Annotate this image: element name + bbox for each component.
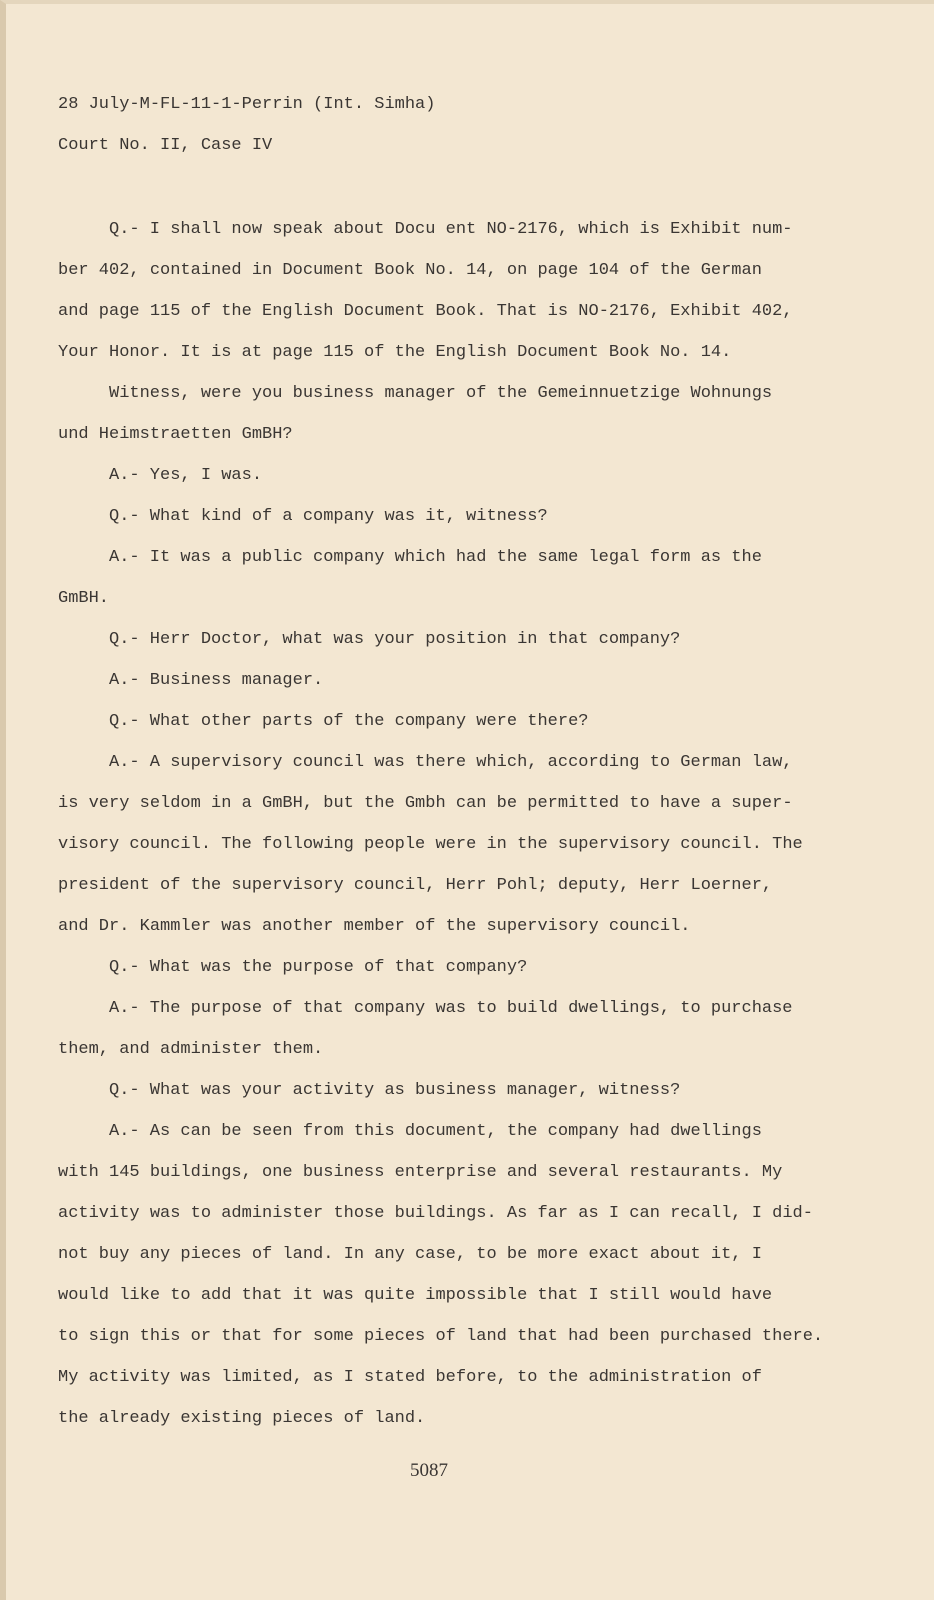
text-line: A.- It was a public company which had the same legal form as the <box>109 548 762 567</box>
text-line: Q.- What kind of a company was it, witness? <box>109 507 548 526</box>
text-line: would like to add that it was quite impossible that I still would have <box>58 1286 773 1305</box>
text-line: Q.- I shall now speak about Docu ent NO-2176, which is Exhibit num- <box>109 220 793 239</box>
text-line: GmBH. <box>58 589 110 608</box>
text-line: visory council. The following people were in the supervisory council. The <box>58 835 803 854</box>
text-line: A.- The purpose of that company was to build dwellings, to purchase <box>109 999 793 1018</box>
text-line: and page 115 of the English Document Book. That is NO-2176, Exhibit 402, <box>58 302 793 321</box>
text-line: Witness, were you business manager of the Gemeinnuetzige Wohnungs <box>109 384 773 403</box>
text-line: is very seldom in a GmBH, but the Gmbh can be permitted to have a super- <box>58 794 793 813</box>
text-line: Your Honor. It is at page 115 of the English Document Book No. 14. <box>58 343 732 362</box>
text-line: Q.- What was the purpose of that company? <box>109 958 528 977</box>
text-line: A.- As can be seen from this document, the company had dwellings <box>109 1122 762 1141</box>
text-line: activity was to administer those buildings. As far as I can recall, I did- <box>58 1204 813 1223</box>
text-line: with 145 buildings, one business enterprise and several restaurants. My <box>58 1163 783 1182</box>
text-line: Q.- What other parts of the company were there? <box>109 712 589 731</box>
text-line: president of the supervisory council, Herr Pohl; deputy, Herr Loerner, <box>58 876 773 895</box>
text-line: A.- Yes, I was. <box>109 466 263 485</box>
header-line-2: Court No. II, Case IV <box>58 136 273 155</box>
text-line: to sign this or that for some pieces of land that had been purchased there. <box>58 1327 824 1346</box>
text-line: and Dr. Kammler was another member of the supervisory council. <box>58 917 691 936</box>
text-line: them, and administer them. <box>58 1040 324 1059</box>
page-number: 5087 <box>410 1460 448 1481</box>
text-line: ber 402, contained in Document Book No. 14, on page 104 of the German <box>58 261 762 280</box>
text-line: the already existing pieces of land. <box>58 1409 426 1428</box>
text-line: not buy any pieces of land. In any case, to be more exact about it, I <box>58 1245 762 1264</box>
text-line: A.- Business manager. <box>109 671 324 690</box>
header-line-1: 28 July-M-FL-11-1-Perrin (Int. Simha) <box>58 95 436 114</box>
text-line: A.- A supervisory council was there which, according to German law, <box>109 753 793 772</box>
text-line: und Heimstraetten GmBH? <box>58 425 293 444</box>
text-line: Q.- Herr Doctor, what was your position in that company? <box>109 630 681 649</box>
text-line: My activity was limited, as I stated before, to the administration of <box>58 1368 762 1387</box>
text-line: Q.- What was your activity as business manager, witness? <box>109 1081 681 1100</box>
